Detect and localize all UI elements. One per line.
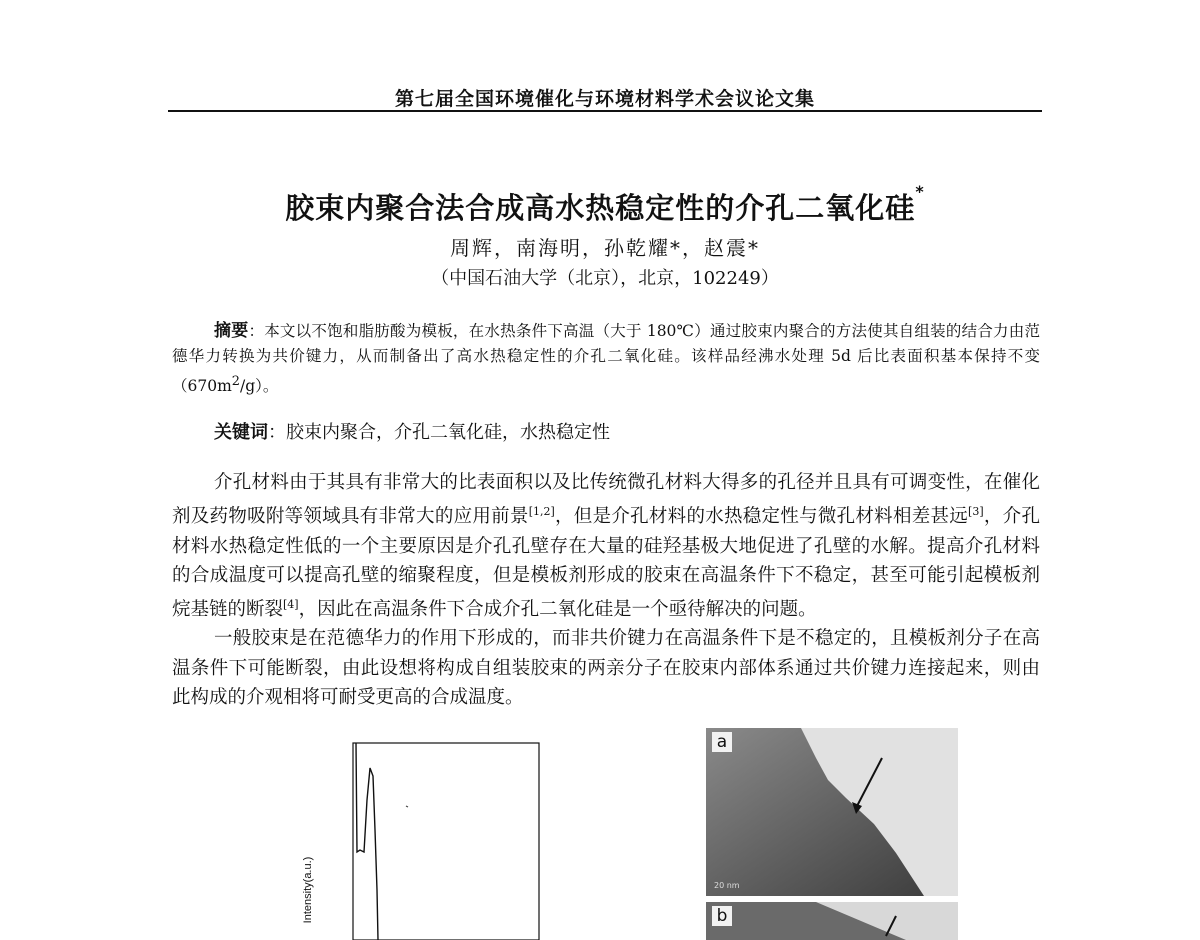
chart-frame <box>353 743 539 940</box>
paper-title <box>150 182 1060 227</box>
abstract-label: 摘要 <box>214 321 249 341</box>
header-rule <box>168 110 1042 112</box>
paper-affiliation: （中国石油大学（北京），北京，102249） <box>431 268 779 289</box>
body-paragraph-2: 一般胶束是在范德华力的作用下形成的，而非共价键力在高温条件下是不稳定的，且模板剂分子在高温条件下可能断裂，由此设想将构成自组装胶束的两亲分子在胶束内部体系通过共价键力连接起来，则由此构成的介观相将可耐受更高的合成温度。 <box>172 628 1040 708</box>
title-footnote-mark: * <box>915 182 925 201</box>
abstract-text-a: ：本文以不饱和脂肪酸为模板，在水热条件下高温（大于 180℃）通过胶束内聚合的方法使其自组装的结合力由范德华力转换为共价键力，从而制备出了高水热稳定性的介孔二氧化硅。该样品经沸水处理 5d 后比表面积基本保持不变（670m <box>172 322 1041 396</box>
xrd-chart <box>298 740 548 940</box>
panel-label-b: b <box>712 906 732 926</box>
p1-part-d: ，因此在高温条件下合成介孔二氧化硅是一个亟待解决的问题。 <box>298 599 817 621</box>
p1-part-c: ，介孔材料水热稳定性低的一个主要原因是介孔孔壁存在大量的硅羟基极大地促进了孔壁的水解。提高介孔材料的合成温度可以提高孔壁的缩聚程度，但是模板剂形成的胶束在高温条件下不稳定，甚至可能引起模板剂烷基链的断裂 <box>172 506 1040 621</box>
tem-image-a <box>706 728 958 896</box>
citation-4: [4] <box>283 597 299 611</box>
abstract-text-b: /g）。 <box>240 377 279 396</box>
keywords-label: 关键词 <box>214 422 268 443</box>
p1-part-b: ，但是介孔材料的水热稳定性与微孔材料相差甚远 <box>554 506 969 528</box>
keywords <box>214 418 610 444</box>
citation-1-2: [1,2] <box>528 505 555 519</box>
body-text <box>172 468 1040 712</box>
body-paragraph-1 <box>172 468 1040 624</box>
plot-speck <box>406 806 408 807</box>
panel-label-a: a <box>712 732 732 752</box>
chart-y-axis-label: Intensity(a.u.) <box>302 856 314 924</box>
abstract <box>172 319 1040 399</box>
paper-authors: 周辉，南海明，孙乾耀*，赵震* <box>450 236 760 260</box>
tem-image-b-picture <box>706 902 958 940</box>
keywords-text: ：胶束内聚合，介孔二氧化硅，水热稳定性 <box>268 422 610 443</box>
xrd-curve <box>356 743 378 940</box>
tem-image-b <box>706 902 958 940</box>
abstract-superscript: 2 <box>231 374 241 389</box>
p1-part-a: 介孔材料由于其具有非常大的比表面积以及比传统微孔材料大得多的孔径并且具有可调变性，在催化剂及药物吸附等领域具有非常大的应用前景 <box>172 472 1040 528</box>
paper-title-text: 胶束内聚合法合成高水热稳定性的介孔二氧化硅 <box>285 191 916 225</box>
running-header: 第七届全国环境催化与环境材料学术会议论文集 <box>394 88 815 110</box>
citation-3: [3] <box>968 505 984 519</box>
scale-bar-label: 20 nm <box>714 881 740 890</box>
tem-image-a-picture <box>706 728 958 896</box>
